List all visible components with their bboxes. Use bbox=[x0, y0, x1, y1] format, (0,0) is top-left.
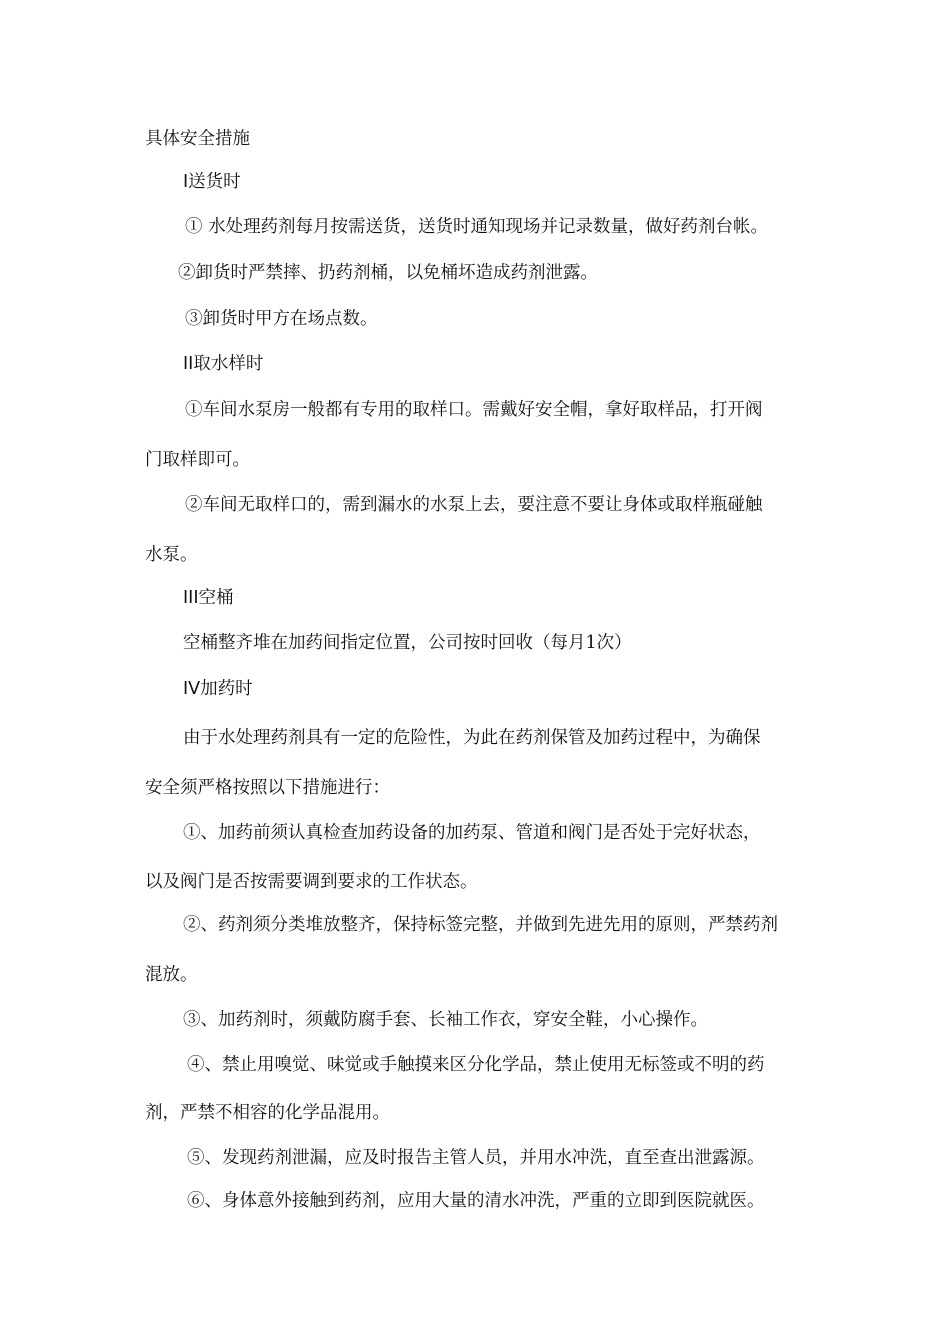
dosing-item-1-line-2: 以及阀门是否按需要调到要求的工作状态。 bbox=[145, 872, 478, 892]
sampling-item-2-line-2: 水泵。 bbox=[145, 545, 198, 565]
section-heading-delivery: I送货时 bbox=[183, 172, 241, 192]
sampling-item-1-line-2: 门取样即可。 bbox=[145, 450, 250, 470]
section-heading-empty-buckets: III空桶 bbox=[183, 588, 234, 608]
dosing-item-4-line-1: ④、禁止用嗅觉、味觉或手触摸来区分化学品，禁止使用无标签或不明的药 bbox=[187, 1055, 765, 1075]
delivery-item-1: ① 水处理药剂每月按需送货，送货时通知现场并记录数量，做好药剂台帐。 bbox=[185, 217, 769, 237]
dosing-item-2-line-2: 混放。 bbox=[145, 965, 198, 985]
dosing-item-6: ⑥、身体意外接触到药剂，应用大量的清水冲洗，严重的立即到医院就医。 bbox=[187, 1191, 765, 1211]
dosing-item-1-line-1: ①、加药前须认真检查加药设备的加药泵、管道和阀门是否处于完好状态， bbox=[183, 823, 761, 843]
sampling-item-2-line-1: ②车间无取样口的，需到漏水的水泵上去，要注意不要让身体或取样瓶碰触 bbox=[185, 495, 763, 515]
dosing-item-3: ③、加药剂时，须戴防腐手套、长袖工作衣，穿安全鞋，小心操作。 bbox=[183, 1010, 708, 1030]
section-heading-dosing: IV加药时 bbox=[183, 679, 253, 699]
empty-buckets-text: 空桶整齐堆在加药间指定位置，公司按时回收（每月1次） bbox=[183, 633, 632, 653]
delivery-item-3: ③卸货时甲方在场点数。 bbox=[185, 309, 378, 329]
document-title: 具体安全措施 bbox=[145, 129, 250, 149]
section-heading-sampling: II取水样时 bbox=[183, 354, 264, 374]
dosing-item-4-line-2: 剂，严禁不相容的化学品混用。 bbox=[145, 1103, 390, 1123]
delivery-item-2: ②卸货时严禁摔、扔药剂桶，以免桶坏造成药剂泄露。 bbox=[178, 263, 598, 283]
dosing-intro-line-2: 安全须严格按照以下措施进行： bbox=[145, 778, 390, 798]
dosing-item-5: ⑤、发现药剂泄漏，应及时报告主管人员，并用水冲洗，直至查出泄露源。 bbox=[187, 1148, 765, 1168]
dosing-item-2-line-1: ②、药剂须分类堆放整齐，保持标签完整，并做到先进先用的原则，严禁药剂 bbox=[183, 915, 778, 935]
dosing-intro-line-1: 由于水处理药剂具有一定的危险性，为此在药剂保管及加药过程中，为确保 bbox=[183, 728, 761, 748]
sampling-item-1-line-1: ①车间水泵房一般都有专用的取样口。需戴好安全帽，拿好取样品，打开阀 bbox=[185, 400, 763, 420]
